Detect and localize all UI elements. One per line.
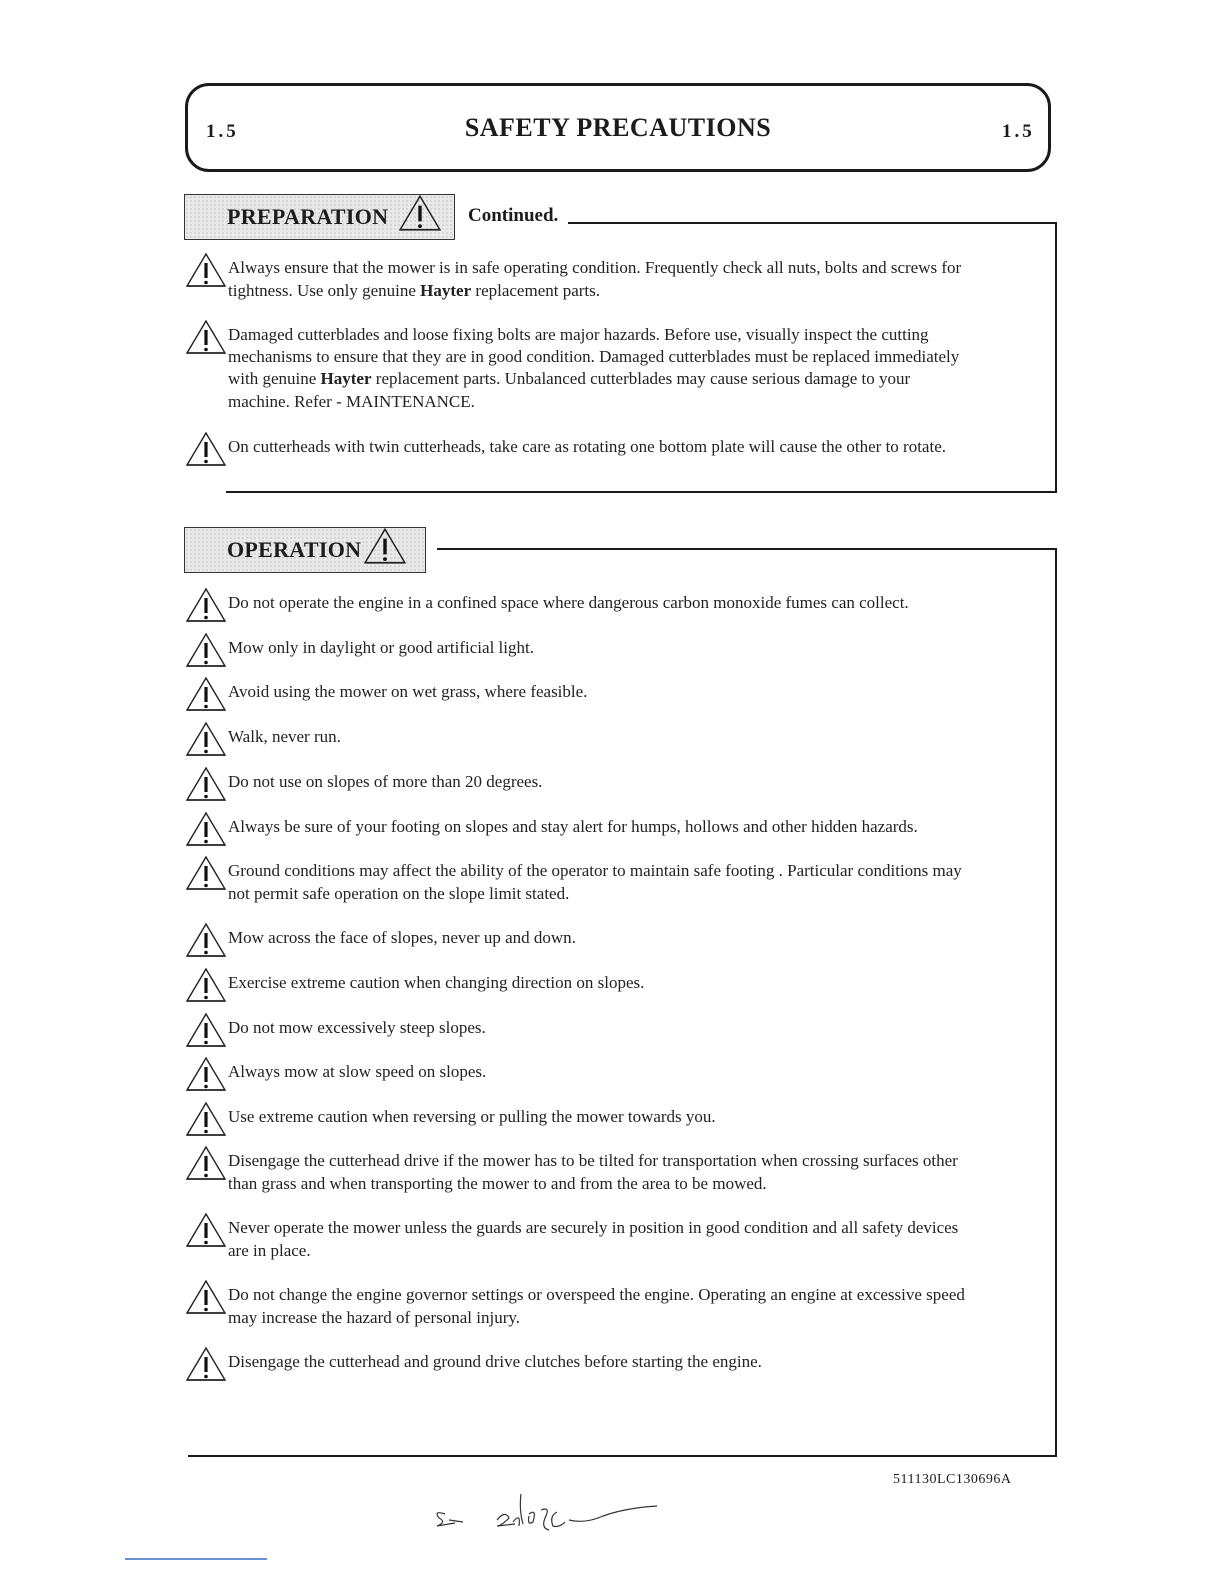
- page-title: SAFETY PRECAUTIONS: [464, 113, 772, 142]
- continued-label: Continued.: [468, 205, 559, 226]
- warning-icon: [185, 1212, 227, 1248]
- handwritten-signature: [425, 1492, 665, 1537]
- warning-icon: [185, 721, 227, 757]
- section-rule-right: [1055, 548, 1057, 1456]
- warning-icon: [185, 431, 227, 467]
- warning-icon: [398, 194, 442, 232]
- warning-icon: [185, 766, 227, 802]
- warning-icon: [185, 967, 227, 1003]
- warning-icon: [185, 1279, 227, 1315]
- warning-icon: [185, 922, 227, 958]
- operation-tag: [184, 527, 426, 573]
- warning-icon: [185, 319, 227, 355]
- document-code: 511130LC130696A: [893, 1472, 1012, 1487]
- warning-icon: [185, 855, 227, 891]
- warning-icon: [185, 252, 227, 288]
- warning-icon: [185, 1145, 227, 1181]
- preparation-tag: [184, 194, 455, 240]
- operation-label: OPERATION: [227, 537, 362, 562]
- warning-icon: [185, 1101, 227, 1137]
- warning-icon: [185, 811, 227, 847]
- warning-icon: [185, 676, 227, 712]
- preparation-label: PREPARATION: [227, 204, 389, 229]
- warning-icon: [185, 1056, 227, 1092]
- section-rule-right: [1055, 222, 1057, 492]
- section-number-right: 1.5: [1002, 121, 1035, 142]
- warning-icon: [185, 632, 227, 668]
- section-rule-bottom: [188, 1455, 1057, 1457]
- warning-icon: [363, 527, 407, 565]
- warning-icon: [185, 1346, 227, 1382]
- section-rule-top: [437, 548, 1057, 550]
- section-number-left: 1.5: [206, 121, 239, 142]
- section-rule-top: [568, 222, 1057, 224]
- divider: [125, 1558, 267, 1560]
- warning-icon: [185, 587, 227, 623]
- section-rule-bottom: [226, 491, 1057, 493]
- warning-icon: [185, 1012, 227, 1048]
